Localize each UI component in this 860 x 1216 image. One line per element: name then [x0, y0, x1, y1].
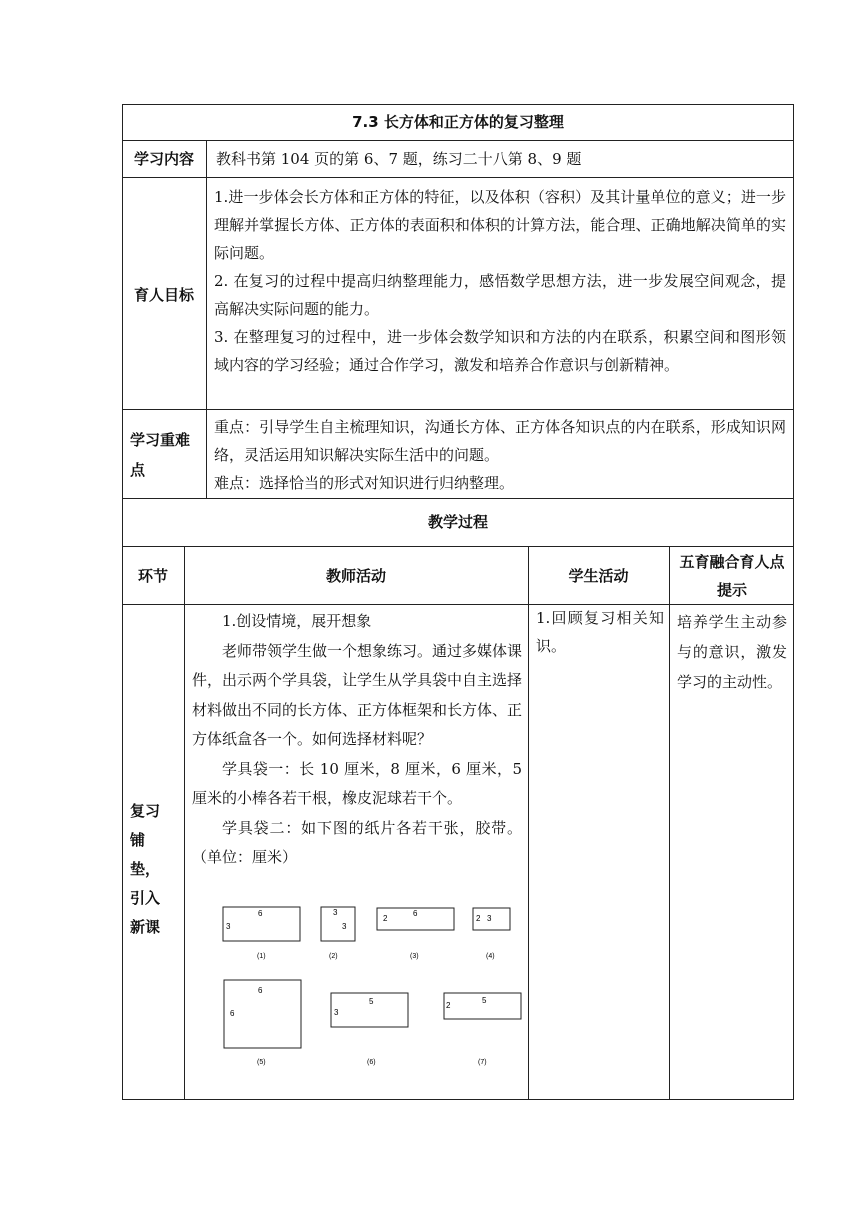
- card-height: 3: [334, 1008, 339, 1017]
- card-label: (6): [367, 1059, 376, 1066]
- card-label: (5): [257, 1059, 266, 1066]
- teacher-para: 1.创设情境，展开想象: [222, 612, 372, 630]
- keypoints-text: [214, 413, 786, 497]
- card-7: [444, 993, 521, 1066]
- card-label: (4): [486, 953, 495, 960]
- content-text: 教科书第 104 页的第 6、7 题，练习二十八第 8、9 题: [216, 150, 582, 168]
- goal-item: 2. 在复习的过程中提高归纳整理能力，感悟数学思想方法，进一步发展空间观念，提高解决实际问题的能力。: [214, 272, 786, 318]
- page-title: 7.3 长方体和正方体的复习整理: [352, 113, 564, 131]
- card-6: [331, 993, 408, 1066]
- card-width: 5: [482, 996, 487, 1005]
- goals-label: 育人目标: [133, 286, 194, 304]
- keypoints-label: 学习重难点: [130, 431, 191, 479]
- card-height: 3: [226, 922, 231, 931]
- goals-text: [214, 183, 786, 379]
- card-5: [224, 980, 301, 1066]
- card-width: 5: [369, 997, 374, 1006]
- card-1: [223, 907, 300, 960]
- header-teacher: 教师活动: [325, 567, 386, 585]
- teacher-para: 老师带领学生做一个想象练习。通过多媒体课件，出示两个学具袋，让学生从学具袋中自主选择材料做出不同的长方体、正方体框架和长方体、正方体纸盒各一个。如何选择材料呢？: [192, 641, 523, 748]
- card-width: 3: [487, 914, 492, 923]
- teacher-para: 学具袋一：长 10 厘米，8 厘米，6 厘米，5 厘米的小棒各若干根，橡皮泥球若干个。: [192, 759, 522, 807]
- card-width: 6: [258, 986, 263, 995]
- card-height: 2: [446, 1001, 451, 1010]
- card-width: 3: [333, 908, 338, 917]
- card-4: [473, 908, 510, 960]
- card-height: 3: [342, 922, 347, 931]
- card-height: 2: [383, 914, 388, 923]
- card-3: [377, 908, 454, 960]
- card-label: (1): [257, 953, 266, 960]
- card-label: (3): [410, 953, 419, 960]
- header-student: 学生活动: [568, 567, 629, 585]
- header-tip: 五育融合育人点提示: [679, 553, 785, 599]
- card-2: [321, 907, 355, 960]
- teacher-para: 学具袋二：如下图的纸片各若干张，胶带。（单位：厘米）: [192, 818, 522, 866]
- stage-label: 复习铺垫，引入新课: [130, 802, 161, 936]
- teacher-activity: [192, 607, 522, 873]
- goal-item: 3. 在整理复习的过程中，进一步体会数学知识和方法的内在联系，积累空间和图形领域内容的学习经验；通过合作学习，激发和培养合作意识与创新精神。: [214, 328, 786, 374]
- card-label: (2): [329, 953, 338, 960]
- process-title: 教学过程: [427, 513, 488, 531]
- card-label: (7): [478, 1059, 487, 1066]
- card-height: 6: [230, 1009, 235, 1018]
- cards-figure: [190, 895, 526, 1075]
- card-height: 2: [476, 914, 481, 923]
- header-stage: 环节: [137, 567, 168, 585]
- keypoint-item: 重点：引导学生自主梳理知识，沟通长方体、正方体各知识点的内在联系，形成知识网络，灵活运用知识解决实际生活中的问题。: [214, 418, 786, 464]
- student-activity: 1.回顾复习相关知识。: [536, 609, 664, 655]
- tip-text: 培养学生主动参与的意识，激发学习的主动性。: [677, 613, 787, 691]
- keypoint-item: 难点：选择恰当的形式对知识进行归纳整理。: [214, 474, 515, 492]
- content-label: 学习内容: [133, 150, 194, 168]
- card-width: 6: [413, 909, 418, 918]
- card-width: 6: [258, 909, 263, 918]
- goal-item: 1.进一步体会长方体和正方体的特征，以及体积（容积）及其计量单位的意义；进一步理解并掌握长方体、正方体的表面积和体积的计算方法，能合理、正确地解决简单的实际问题。: [214, 188, 786, 262]
